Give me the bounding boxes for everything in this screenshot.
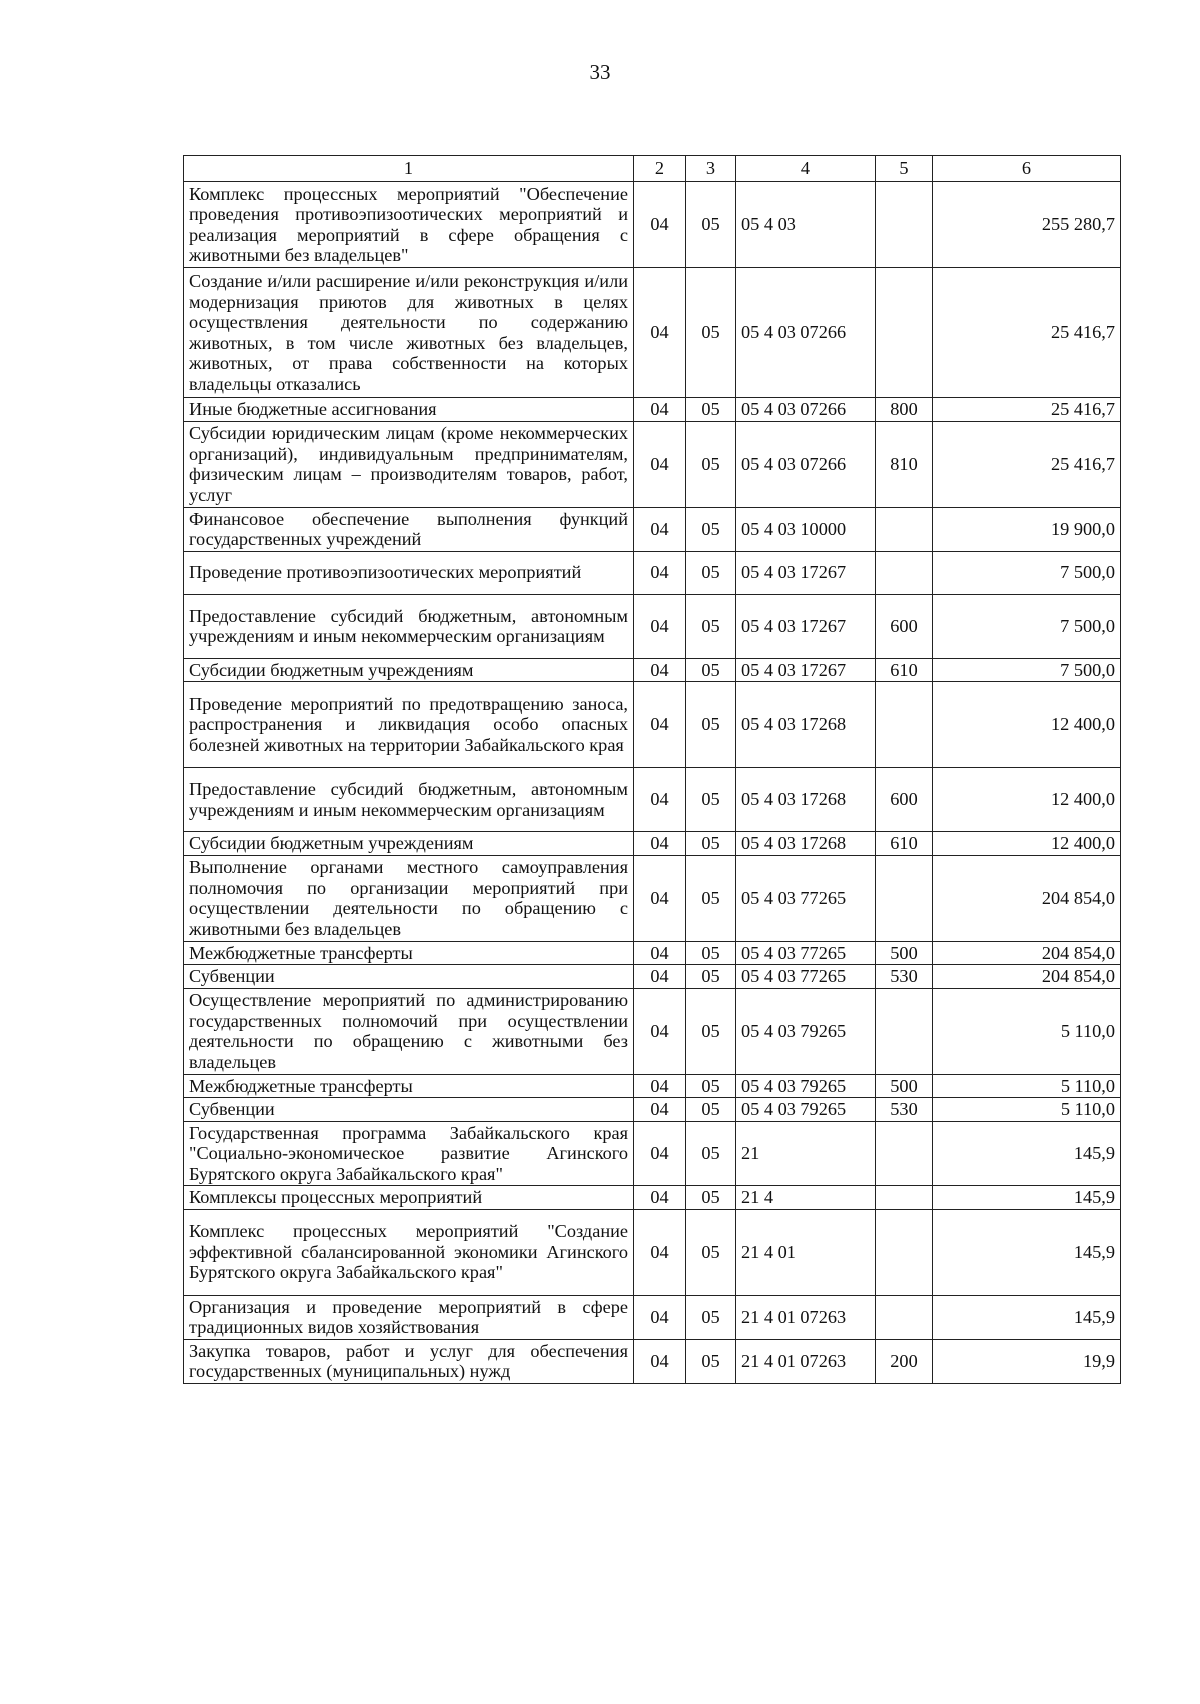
row-subsection-code: 05 [686,421,736,507]
row-target-code: 05 4 03 79265 [736,1074,876,1098]
row-target-code: 05 4 03 17267 [736,551,876,594]
row-target-code: 05 4 03 07266 [736,421,876,507]
row-name: Предоставление субсидий бюджетным, автономным учреждениям и иным некоммерческим организациям [184,768,634,832]
row-target-code: 05 4 03 79265 [736,988,876,1074]
row-name: Финансовое обеспечение выполнения функций государственных учреждений [184,507,634,551]
row-section-code: 04 [634,1295,686,1339]
row-name: Комплекс процессных мероприятий "Обеспечение проведения противоэпизоотических мероприятий и реализация мероприятий в сфере обращения с животными без владельцев" [184,182,634,268]
row-subsection-code: 05 [686,1121,736,1186]
row-name: Комплекс процессных мероприятий "Создание эффективной сбалансированной экономики Агинского Бурятского округа Забайкальского края" [184,1209,634,1295]
row-expense-type: 600 [876,594,933,658]
row-amount: 204 854,0 [933,965,1121,989]
header-col-1: 1 [184,156,634,182]
table-row [184,988,1121,1074]
table-row [184,594,1121,658]
row-expense-type [876,182,933,268]
row-section-code: 04 [634,594,686,658]
row-target-code: 05 4 03 17268 [736,832,876,856]
row-name: Предоставление субсидий бюджетным, автономным учреждениям и иным некоммерческим организациям [184,594,634,658]
row-subsection-code: 05 [686,658,736,682]
row-target-code: 05 4 03 17268 [736,682,876,768]
row-subsection-code: 05 [686,988,736,1074]
row-subsection-code: 05 [686,1209,736,1295]
row-subsection-code: 05 [686,1295,736,1339]
table-row [184,182,1121,268]
row-section-code: 04 [634,682,686,768]
row-amount: 7 500,0 [933,658,1121,682]
row-section-code: 04 [634,551,686,594]
row-amount: 19,9 [933,1339,1121,1383]
row-subsection-code: 05 [686,1074,736,1098]
row-target-code: 05 4 03 07266 [736,398,876,422]
row-subsection-code: 05 [686,768,736,832]
row-name: Осуществление мероприятий по администрированию государственных полномочий при осуществлении деятельности по обращению с животными без владельцев [184,988,634,1074]
row-target-code: 05 4 03 77265 [736,941,876,965]
row-subsection-code: 05 [686,398,736,422]
row-expense-type: 610 [876,832,933,856]
row-amount: 19 900,0 [933,507,1121,551]
row-section-code: 04 [634,1074,686,1098]
row-expense-type [876,1186,933,1210]
table-row [184,398,1121,422]
row-amount: 204 854,0 [933,941,1121,965]
row-target-code: 05 4 03 17268 [736,768,876,832]
row-expense-type: 500 [876,941,933,965]
row-section-code: 04 [634,988,686,1074]
table-row [184,421,1121,507]
row-expense-type: 810 [876,421,933,507]
row-section-code: 04 [634,1209,686,1295]
row-expense-type: 530 [876,965,933,989]
row-target-code: 05 4 03 77265 [736,855,876,941]
table-row [184,1186,1121,1210]
row-target-code: 05 4 03 10000 [736,507,876,551]
row-target-code: 21 [736,1121,876,1186]
row-expense-type: 200 [876,1339,933,1383]
table-row [184,658,1121,682]
row-expense-type [876,682,933,768]
table-row [184,1295,1121,1339]
row-section-code: 04 [634,268,686,398]
row-section-code: 04 [634,421,686,507]
row-subsection-code: 05 [686,832,736,856]
row-subsection-code: 05 [686,182,736,268]
row-name: Субсидии бюджетным учреждениям [184,832,634,856]
table-row [184,768,1121,832]
row-name: Комплексы процессных мероприятий [184,1186,634,1210]
row-target-code: 05 4 03 79265 [736,1098,876,1122]
row-section-code: 04 [634,1121,686,1186]
row-expense-type [876,855,933,941]
row-name: Государственная программа Забайкальского края "Социально-экономическое развитие Агинского Бурятского округа Забайкальского края" [184,1121,634,1186]
row-target-code: 21 4 [736,1186,876,1210]
row-section-code: 04 [634,965,686,989]
row-expense-type: 500 [876,1074,933,1098]
row-section-code: 04 [634,182,686,268]
row-name: Субвенции [184,965,634,989]
row-amount: 145,9 [933,1121,1121,1186]
row-amount: 12 400,0 [933,682,1121,768]
table-row [184,965,1121,989]
row-amount: 5 110,0 [933,988,1121,1074]
row-subsection-code: 05 [686,855,736,941]
row-expense-type: 800 [876,398,933,422]
row-expense-type [876,1209,933,1295]
table-header-row [184,156,1121,182]
row-name: Субсидии бюджетным учреждениям [184,658,634,682]
table-row [184,1339,1121,1383]
row-target-code: 05 4 03 07266 [736,268,876,398]
budget-table [183,155,1121,1384]
row-subsection-code: 05 [686,551,736,594]
row-section-code: 04 [634,1098,686,1122]
row-target-code: 05 4 03 17267 [736,658,876,682]
row-name: Проведение противоэпизоотических мероприятий [184,551,634,594]
page-number: 33 [589,60,611,84]
row-amount: 25 416,7 [933,421,1121,507]
row-name: Субвенции [184,1098,634,1122]
row-expense-type [876,1121,933,1186]
row-section-code: 04 [634,658,686,682]
row-target-code: 05 4 03 17267 [736,594,876,658]
table-row [184,1074,1121,1098]
row-expense-type [876,268,933,398]
header-col-2: 2 [634,156,686,182]
row-name: Межбюджетные трансферты [184,1074,634,1098]
table-row [184,855,1121,941]
row-amount: 25 416,7 [933,268,1121,398]
header-col-6: 6 [933,156,1121,182]
row-amount: 145,9 [933,1295,1121,1339]
row-expense-type [876,507,933,551]
table-row [184,551,1121,594]
row-target-code: 21 4 01 07263 [736,1295,876,1339]
table-row [184,1098,1121,1122]
row-expense-type [876,1295,933,1339]
row-amount: 7 500,0 [933,594,1121,658]
row-expense-type: 530 [876,1098,933,1122]
row-name: Межбюджетные трансферты [184,941,634,965]
row-name: Субсидии юридическим лицам (кроме некоммерческих организаций), индивидуальным предпринимателям, физическим лицам – производителям товаров, работ, услуг [184,421,634,507]
row-section-code: 04 [634,398,686,422]
header-col-4: 4 [736,156,876,182]
row-subsection-code: 05 [686,1186,736,1210]
row-name: Выполнение органами местного самоуправления полномочия по организации мероприятий при осуществлении деятельности по обращению с животными без владельцев [184,855,634,941]
row-section-code: 04 [634,1339,686,1383]
row-name: Иные бюджетные ассигнования [184,398,634,422]
row-subsection-code: 05 [686,941,736,965]
table-row [184,507,1121,551]
row-expense-type: 610 [876,658,933,682]
row-amount: 12 400,0 [933,768,1121,832]
row-section-code: 04 [634,507,686,551]
row-expense-type: 600 [876,768,933,832]
row-section-code: 04 [634,768,686,832]
row-amount: 7 500,0 [933,551,1121,594]
row-target-code: 21 4 01 [736,1209,876,1295]
row-amount: 12 400,0 [933,832,1121,856]
row-subsection-code: 05 [686,507,736,551]
table-row [184,268,1121,398]
row-name: Проведение мероприятий по предотвращению заноса, распространения и ликвидация особо опасных болезней животных на территории Забайкальского края [184,682,634,768]
row-subsection-code: 05 [686,1098,736,1122]
row-section-code: 04 [634,832,686,856]
row-amount: 145,9 [933,1209,1121,1295]
row-amount: 5 110,0 [933,1074,1121,1098]
row-target-code: 05 4 03 77265 [736,965,876,989]
row-subsection-code: 05 [686,594,736,658]
row-name: Организация и проведение мероприятий в сфере традиционных видов хозяйствования [184,1295,634,1339]
row-subsection-code: 05 [686,682,736,768]
header-col-5: 5 [876,156,933,182]
row-subsection-code: 05 [686,965,736,989]
row-target-code: 21 4 01 07263 [736,1339,876,1383]
row-target-code: 05 4 03 [736,182,876,268]
row-amount: 25 416,7 [933,398,1121,422]
row-expense-type [876,988,933,1074]
row-name: Закупка товаров, работ и услуг для обеспечения государственных (муниципальных) нужд [184,1339,634,1383]
row-name: Создание и/или расширение и/или реконструкция и/или модернизация приютов для животных в целях осуществления деятельности по содержанию животных, в том числе животных без владельцев, животных, от права собственности на которых владельцы отказались [184,268,634,398]
row-amount: 255 280,7 [933,182,1121,268]
row-expense-type [876,551,933,594]
row-section-code: 04 [634,855,686,941]
row-amount: 145,9 [933,1186,1121,1210]
table-row [184,1209,1121,1295]
table-row [184,1121,1121,1186]
table-row [184,682,1121,768]
row-amount: 204 854,0 [933,855,1121,941]
header-col-3: 3 [686,156,736,182]
table-row [184,941,1121,965]
table-row [184,832,1121,856]
row-section-code: 04 [634,941,686,965]
row-subsection-code: 05 [686,268,736,398]
row-section-code: 04 [634,1186,686,1210]
row-subsection-code: 05 [686,1339,736,1383]
row-amount: 5 110,0 [933,1098,1121,1122]
